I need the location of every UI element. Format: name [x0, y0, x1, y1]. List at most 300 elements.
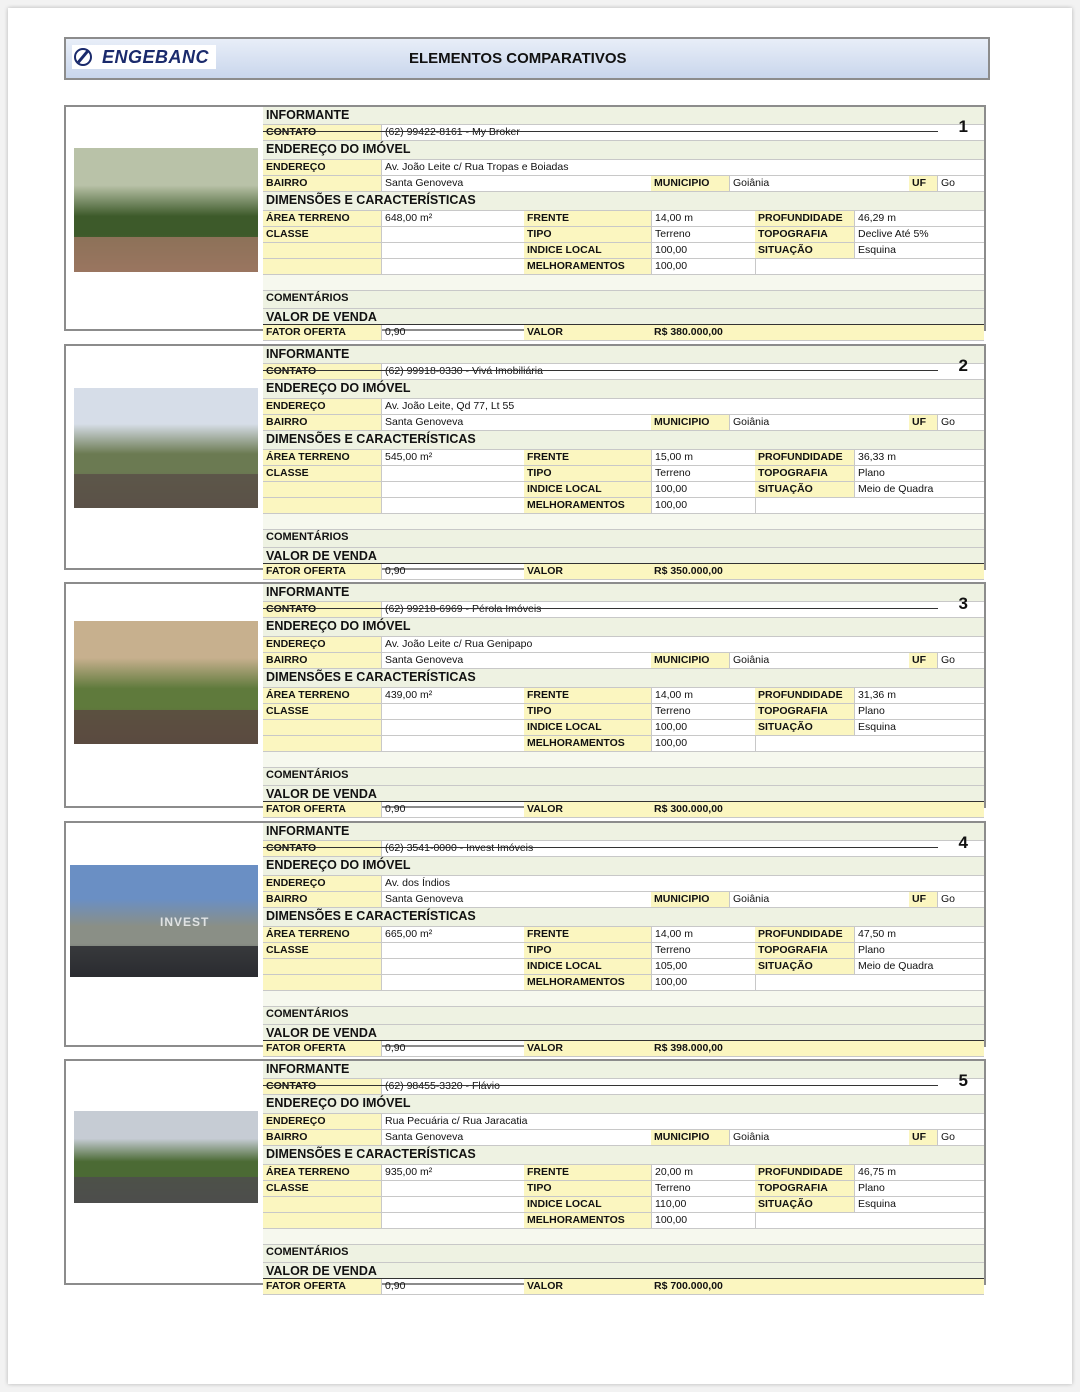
profundidade-label: PROFUNDIDADE [755, 1165, 854, 1180]
blank-value [381, 975, 524, 990]
valor-label: VALOR [524, 1041, 651, 1056]
classe-label: CLASSE [263, 943, 381, 958]
tipo-label: TIPO [524, 704, 651, 719]
element-number: 4 [958, 833, 968, 852]
area-value: 545,00 m² [381, 450, 524, 465]
table-row [263, 498, 984, 514]
uf-value: Go [937, 1130, 984, 1145]
element-number: 3 [958, 594, 968, 613]
situacao-label: SITUAÇÃO [755, 482, 854, 497]
comentarios-label: COMENTÁRIOS [266, 292, 349, 304]
profundidade-value: 36,33 m [854, 450, 984, 465]
area-value: 935,00 m² [381, 1165, 524, 1180]
table-row [263, 192, 984, 211]
photo-ground [74, 237, 258, 272]
table-row [263, 530, 984, 548]
endereco-label: ENDEREÇO [263, 1114, 381, 1129]
blank-value [755, 975, 984, 990]
profundidade-label: PROFUNDIDADE [755, 688, 854, 703]
valor-label: VALOR [524, 325, 651, 340]
classe-label: CLASSE [263, 704, 381, 719]
section-heading-endereco: ENDEREÇO DO IMÓVEL [266, 619, 411, 633]
contato-value: (62) 98455-3320 - Flávio [381, 1079, 941, 1094]
table-row [263, 857, 984, 876]
fator-oferta-value: 0,90 [381, 325, 524, 340]
element-number: 2 [958, 356, 968, 375]
section-heading-dimensoes: DIMENSÕES E CARACTERÍSTICAS [266, 193, 476, 207]
section-heading-informante: INFORMANTE [266, 108, 350, 122]
section-heading-endereco: ENDEREÇO DO IMÓVEL [266, 381, 411, 395]
row-divider [263, 608, 938, 609]
table-row [263, 1229, 984, 1245]
table-row [263, 786, 984, 802]
melhoramentos-value: 100,00 [651, 736, 755, 751]
situacao-label: SITUAÇÃO [755, 1197, 854, 1212]
table-row [263, 892, 984, 908]
situacao-value: Meio de Quadra [854, 482, 984, 497]
profundidade-value: 46,29 m [854, 211, 984, 226]
blank-label [263, 959, 381, 974]
blank-label [263, 498, 381, 513]
table-row [263, 211, 984, 227]
table-row [263, 768, 984, 786]
engebanc-logo [72, 45, 216, 69]
table-row [263, 514, 984, 530]
frente-value: 14,00 m [651, 927, 755, 942]
table-row [263, 1279, 984, 1295]
element-info-table [263, 584, 984, 815]
property-photo [70, 865, 258, 977]
topografia-label: TOPOGRAFIA [755, 704, 854, 719]
situacao-value: Esquina [854, 720, 984, 735]
fator-oferta-value: 0,90 [381, 564, 524, 579]
table-row [263, 141, 984, 160]
uf-value: Go [937, 653, 984, 668]
profundidade-label: PROFUNDIDADE [755, 927, 854, 942]
blank-value [381, 498, 524, 513]
comparative-element-card [64, 344, 986, 577]
comentarios-label: COMENTÁRIOS [266, 1008, 349, 1020]
contato-label: CONTATO [263, 602, 381, 617]
fator-oferta-label: FATOR OFERTA [263, 1279, 381, 1294]
situacao-label: SITUAÇÃO [755, 959, 854, 974]
element-info-table [263, 823, 984, 1054]
photo-watermark: INVEST [160, 915, 210, 929]
blank-value [381, 720, 524, 735]
classe-value [381, 466, 524, 481]
table-row [263, 1165, 984, 1181]
situacao-label: SITUAÇÃO [755, 720, 854, 735]
element-number: 1 [958, 117, 968, 136]
report-header [64, 37, 990, 80]
classe-label: CLASSE [263, 227, 381, 242]
element-info-table [263, 1061, 984, 1292]
element-info-table [263, 346, 984, 577]
row-divider [263, 1278, 984, 1279]
fator-oferta-label: FATOR OFERTA [263, 564, 381, 579]
property-photo [74, 148, 258, 272]
frente-label: FRENTE [524, 211, 651, 226]
valor-label: VALOR [524, 564, 651, 579]
endereco-label: ENDEREÇO [263, 399, 381, 414]
row-divider [263, 1040, 984, 1041]
section-heading-dimensoes: DIMENSÕES E CARACTERÍSTICAS [266, 909, 476, 923]
fator-oferta-value: 0,90 [381, 1279, 524, 1294]
table-row [263, 466, 984, 482]
melhoramentos-label: MELHORAMENTOS [524, 259, 651, 274]
blank-value [381, 736, 524, 751]
tipo-label: TIPO [524, 466, 651, 481]
comparative-element-card [64, 1059, 986, 1292]
property-photo [74, 621, 258, 744]
tipo-value: Terreno [651, 704, 755, 719]
table-row [263, 736, 984, 752]
section-heading-informante: INFORMANTE [266, 347, 350, 361]
blank-value [381, 259, 524, 274]
area-label: ÁREA TERRENO [263, 927, 381, 942]
endereco-value: Av. João Leite c/ Rua Tropas e Boiadas [381, 160, 984, 175]
indice-label: INDICE LOCAL [524, 482, 651, 497]
endereco-value: Rua Pecuária c/ Rua Jaracatia [381, 1114, 984, 1129]
table-row [263, 482, 984, 498]
section-heading-valor-venda: VALOR DE VENDA [266, 310, 377, 324]
melhoramentos-value: 100,00 [651, 975, 755, 990]
blank-value [381, 1197, 524, 1212]
section-heading-dimensoes: DIMENSÕES E CARACTERÍSTICAS [266, 1147, 476, 1161]
bairro-label: BAIRRO [263, 176, 381, 191]
comparative-element-card [64, 821, 986, 1054]
engebanc-logo-icon [74, 48, 92, 66]
table-row [263, 653, 984, 669]
table-row [263, 720, 984, 736]
section-heading-endereco: ENDEREÇO DO IMÓVEL [266, 858, 411, 872]
frente-label: FRENTE [524, 450, 651, 465]
section-heading-endereco: ENDEREÇO DO IMÓVEL [266, 1096, 411, 1110]
endereco-label: ENDEREÇO [263, 876, 381, 891]
section-heading-valor-venda: VALOR DE VENDA [266, 1264, 377, 1278]
table-row [263, 1114, 984, 1130]
topografia-label: TOPOGRAFIA [755, 466, 854, 481]
table-row [263, 688, 984, 704]
topografia-value: Plano [854, 943, 984, 958]
tipo-label: TIPO [524, 1181, 651, 1196]
row-divider [263, 131, 938, 132]
photo-ground [74, 474, 258, 508]
table-row [263, 618, 984, 637]
bairro-value: Santa Genoveva [381, 653, 651, 668]
row-divider [263, 1085, 938, 1086]
blank-label [263, 1213, 381, 1228]
situacao-value: Esquina [854, 1197, 984, 1212]
table-row [263, 908, 984, 927]
municipio-label: MUNICIPIO [651, 1130, 729, 1145]
municipio-label: MUNICIPIO [651, 415, 729, 430]
tipo-value: Terreno [651, 466, 755, 481]
section-heading-endereco: ENDEREÇO DO IMÓVEL [266, 142, 411, 156]
blank-label [263, 720, 381, 735]
indice-label: INDICE LOCAL [524, 959, 651, 974]
valor-value: R$ 700.000,00 [651, 1279, 984, 1294]
table-row [263, 1079, 984, 1095]
photo-ground [70, 946, 258, 977]
blank-label [263, 243, 381, 258]
frente-value: 14,00 m [651, 211, 755, 226]
table-row [263, 548, 984, 564]
table-row [263, 1130, 984, 1146]
table-row [263, 841, 984, 857]
profundidade-label: PROFUNDIDADE [755, 211, 854, 226]
valor-value: R$ 350.000,00 [651, 564, 984, 579]
tipo-value: Terreno [651, 227, 755, 242]
situacao-value: Esquina [854, 243, 984, 258]
area-value: 665,00 m² [381, 927, 524, 942]
page-title: ELEMENTOS COMPARATIVOS [409, 50, 627, 67]
uf-label: UF [909, 176, 937, 191]
municipio-value: Goiânia [729, 1130, 909, 1145]
municipio-label: MUNICIPIO [651, 176, 729, 191]
area-value: 439,00 m² [381, 688, 524, 703]
contato-value: (62) 3541-0000 - Invest Imóveis [381, 841, 941, 856]
uf-value: Go [937, 892, 984, 907]
fator-oferta-value: 0,90 [381, 802, 524, 817]
comentarios-label: COMENTÁRIOS [266, 531, 349, 543]
uf-value: Go [937, 176, 984, 191]
table-row [263, 1213, 984, 1229]
row-divider [263, 324, 984, 325]
bairro-value: Santa Genoveva [381, 415, 651, 430]
section-heading-informante: INFORMANTE [266, 1062, 350, 1076]
topografia-value: Plano [854, 1181, 984, 1196]
comparative-element-card [64, 105, 986, 338]
table-row [263, 1007, 984, 1025]
bairro-value: Santa Genoveva [381, 1130, 651, 1145]
bairro-label: BAIRRO [263, 892, 381, 907]
profundidade-value: 46,75 m [854, 1165, 984, 1180]
blank-value [755, 259, 984, 274]
tipo-label: TIPO [524, 227, 651, 242]
table-row [263, 1263, 984, 1279]
photo-ground [74, 710, 258, 744]
profundidade-label: PROFUNDIDADE [755, 450, 854, 465]
table-row [263, 1041, 984, 1057]
comentarios-label: COMENTÁRIOS [266, 1246, 349, 1258]
section-heading-valor-venda: VALOR DE VENDA [266, 1026, 377, 1040]
section-heading-informante: INFORMANTE [266, 824, 350, 838]
contato-label: CONTATO [263, 125, 381, 140]
table-row [263, 876, 984, 892]
indice-value: 105,00 [651, 959, 755, 974]
bairro-label: BAIRRO [263, 1130, 381, 1145]
frente-label: FRENTE [524, 927, 651, 942]
classe-value [381, 943, 524, 958]
table-row [263, 959, 984, 975]
blank-label [263, 736, 381, 751]
fator-oferta-label: FATOR OFERTA [263, 1041, 381, 1056]
municipio-label: MUNICIPIO [651, 892, 729, 907]
bairro-value: Santa Genoveva [381, 892, 651, 907]
uf-label: UF [909, 653, 937, 668]
fator-oferta-label: FATOR OFERTA [263, 802, 381, 817]
topografia-label: TOPOGRAFIA [755, 1181, 854, 1196]
contato-label: CONTATO [263, 364, 381, 379]
table-row [263, 1095, 984, 1114]
table-row [263, 160, 984, 176]
table-row [263, 637, 984, 653]
topografia-value: Plano [854, 466, 984, 481]
area-label: ÁREA TERRENO [263, 688, 381, 703]
classe-value [381, 704, 524, 719]
row-divider [263, 847, 938, 848]
table-row [263, 564, 984, 580]
indice-value: 100,00 [651, 720, 755, 735]
frente-value: 20,00 m [651, 1165, 755, 1180]
blank-label [263, 975, 381, 990]
row-divider [263, 563, 984, 564]
tipo-value: Terreno [651, 1181, 755, 1196]
valor-value: R$ 398.000,00 [651, 1041, 984, 1056]
section-heading-valor-venda: VALOR DE VENDA [266, 787, 377, 801]
property-photo [74, 388, 258, 508]
valor-label: VALOR [524, 1279, 651, 1294]
profundidade-value: 31,36 m [854, 688, 984, 703]
topografia-label: TOPOGRAFIA [755, 943, 854, 958]
municipio-value: Goiânia [729, 653, 909, 668]
bairro-label: BAIRRO [263, 415, 381, 430]
melhoramentos-value: 100,00 [651, 259, 755, 274]
area-label: ÁREA TERRENO [263, 450, 381, 465]
area-label: ÁREA TERRENO [263, 211, 381, 226]
blank-value [755, 1213, 984, 1228]
frente-label: FRENTE [524, 688, 651, 703]
melhoramentos-label: MELHORAMENTOS [524, 1213, 651, 1228]
contato-value: (62) 99218-6969 - Pérola Imóveis [381, 602, 941, 617]
indice-value: 110,00 [651, 1197, 755, 1212]
topografia-label: TOPOGRAFIA [755, 227, 854, 242]
table-row [263, 927, 984, 943]
table-row [263, 275, 984, 291]
table-row [263, 823, 984, 841]
table-row [263, 259, 984, 275]
table-row [263, 415, 984, 431]
blank-value [381, 243, 524, 258]
row-divider [263, 370, 938, 371]
melhoramentos-value: 100,00 [651, 498, 755, 513]
table-row [263, 1245, 984, 1263]
table-row [263, 125, 984, 141]
contato-value: (62) 99422-8161 - My Broker [381, 125, 941, 140]
property-photo [74, 1111, 258, 1203]
table-row [263, 752, 984, 768]
comparative-element-card [64, 582, 986, 815]
endereco-value: Av. dos Índios [381, 876, 984, 891]
table-row [263, 584, 984, 602]
uf-label: UF [909, 892, 937, 907]
endereco-value: Av. João Leite c/ Rua Genipapo [381, 637, 984, 652]
endereco-label: ENDEREÇO [263, 637, 381, 652]
table-row [263, 243, 984, 259]
uf-value: Go [937, 415, 984, 430]
blank-label [263, 259, 381, 274]
uf-label: UF [909, 415, 937, 430]
table-row [263, 450, 984, 466]
contato-label: CONTATO [263, 841, 381, 856]
tipo-label: TIPO [524, 943, 651, 958]
classe-value [381, 227, 524, 242]
section-heading-dimensoes: DIMENSÕES E CARACTERÍSTICAS [266, 432, 476, 446]
table-row [263, 176, 984, 192]
table-row [263, 1197, 984, 1213]
bairro-value: Santa Genoveva [381, 176, 651, 191]
table-row [263, 1181, 984, 1197]
classe-label: CLASSE [263, 1181, 381, 1196]
blank-label [263, 482, 381, 497]
comentarios-label: COMENTÁRIOS [266, 769, 349, 781]
endereco-label: ENDEREÇO [263, 160, 381, 175]
table-row [263, 346, 984, 364]
contato-value: (62) 99918-0330 - Vivá Imobiliária [381, 364, 941, 379]
valor-value: R$ 300.000,00 [651, 802, 984, 817]
valor-label: VALOR [524, 802, 651, 817]
situacao-label: SITUAÇÃO [755, 243, 854, 258]
bairro-label: BAIRRO [263, 653, 381, 668]
endereco-value: Av. João Leite, Qd 77, Lt 55 [381, 399, 984, 414]
profundidade-value: 47,50 m [854, 927, 984, 942]
blank-value [755, 498, 984, 513]
valor-value: R$ 380.000,00 [651, 325, 984, 340]
table-row [263, 943, 984, 959]
table-row [263, 1025, 984, 1041]
table-row [263, 1061, 984, 1079]
melhoramentos-label: MELHORAMENTOS [524, 975, 651, 990]
blank-value [381, 1213, 524, 1228]
table-row [263, 1146, 984, 1165]
section-heading-informante: INFORMANTE [266, 585, 350, 599]
photo-ground [74, 1177, 258, 1203]
frente-label: FRENTE [524, 1165, 651, 1180]
table-row [263, 107, 984, 125]
table-row [263, 364, 984, 380]
table-row [263, 704, 984, 720]
table-row [263, 602, 984, 618]
indice-value: 100,00 [651, 243, 755, 258]
topografia-value: Plano [854, 704, 984, 719]
table-row [263, 991, 984, 1007]
blank-value [381, 959, 524, 974]
classe-value [381, 1181, 524, 1196]
municipio-value: Goiânia [729, 176, 909, 191]
area-value: 648,00 m² [381, 211, 524, 226]
melhoramentos-label: MELHORAMENTOS [524, 736, 651, 751]
situacao-value: Meio de Quadra [854, 959, 984, 974]
uf-label: UF [909, 1130, 937, 1145]
logo-text: ENGEBANC [102, 46, 210, 67]
table-row [263, 431, 984, 450]
row-divider [263, 801, 984, 802]
section-heading-dimensoes: DIMENSÕES E CARACTERÍSTICAS [266, 670, 476, 684]
section-heading-valor-venda: VALOR DE VENDA [266, 549, 377, 563]
frente-value: 15,00 m [651, 450, 755, 465]
table-row [263, 309, 984, 325]
frente-value: 14,00 m [651, 688, 755, 703]
table-row [263, 802, 984, 818]
indice-label: INDICE LOCAL [524, 720, 651, 735]
municipio-label: MUNICIPIO [651, 653, 729, 668]
table-row [263, 291, 984, 309]
melhoramentos-value: 100,00 [651, 1213, 755, 1228]
contato-label: CONTATO [263, 1079, 381, 1094]
fator-oferta-value: 0,90 [381, 1041, 524, 1056]
topografia-value: Declive Até 5% [854, 227, 984, 242]
